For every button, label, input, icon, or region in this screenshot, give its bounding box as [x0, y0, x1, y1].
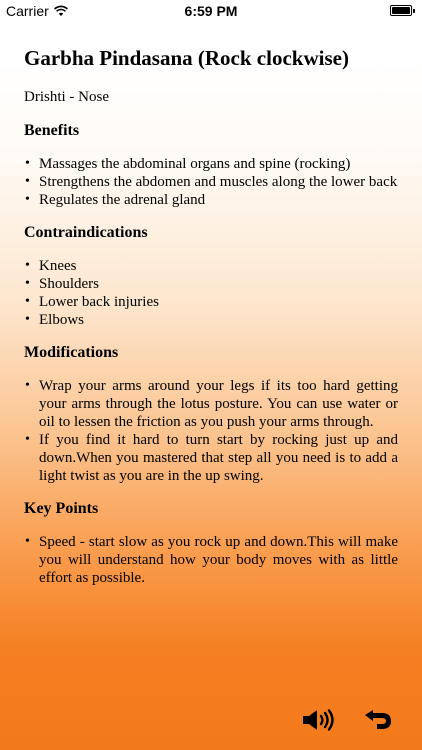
benefits-heading: Benefits: [24, 122, 80, 139]
list-item: • Shoulders: [39, 275, 398, 293]
pose-details: [24, 44, 398, 587]
list-item: • Lower back injuries: [39, 293, 398, 311]
return-arrow-icon: [363, 709, 393, 731]
contraindications-heading: Contraindications: [24, 224, 148, 241]
sound-button[interactable]: [302, 708, 338, 732]
status-bar: [0, 0, 422, 22]
list-item: • Speed - start slow as you rock up and down.This will make you will understand how your body moves with as little effort as possible.: [39, 533, 398, 587]
list-item: • Elbows: [39, 311, 398, 329]
benefits-list: [24, 155, 398, 209]
page-title: Garbha Pindasana (Rock clockwise): [24, 46, 349, 70]
clock: 6:59 PM: [184, 3, 238, 19]
battery-icon: [390, 5, 412, 16]
contraindications-list: [24, 257, 398, 329]
bottom-controls: [302, 708, 396, 732]
list-item: • If you find it hard to turn start by rocking just up and down.When you mastered that step all you need is to add a light twist as you are in the up swing.: [39, 431, 398, 485]
modifications-heading: Modifications: [24, 344, 119, 361]
speaker-icon: [302, 709, 338, 731]
key-points-list: [24, 533, 398, 587]
list-item: • Knees: [39, 257, 398, 275]
list-item: • Wrap your arms around your legs if its too hard getting your arms through the lotus posture. You can use water or oil to lessen the friction as you push your arms through.: [39, 377, 398, 431]
list-item: • Regulates the adrenal gland: [39, 191, 398, 209]
list-item: • Strengthens the abdomen and muscles along the lower back: [39, 173, 398, 191]
key-points-heading: Key Points: [24, 500, 99, 517]
list-item: • Massages the abdominal organs and spine (rocking): [39, 155, 398, 173]
modifications-list: [24, 377, 398, 485]
back-button[interactable]: [360, 708, 396, 732]
drishti-text: Drishti - Nose: [24, 89, 109, 105]
carrier-label: Carrier: [6, 3, 49, 19]
